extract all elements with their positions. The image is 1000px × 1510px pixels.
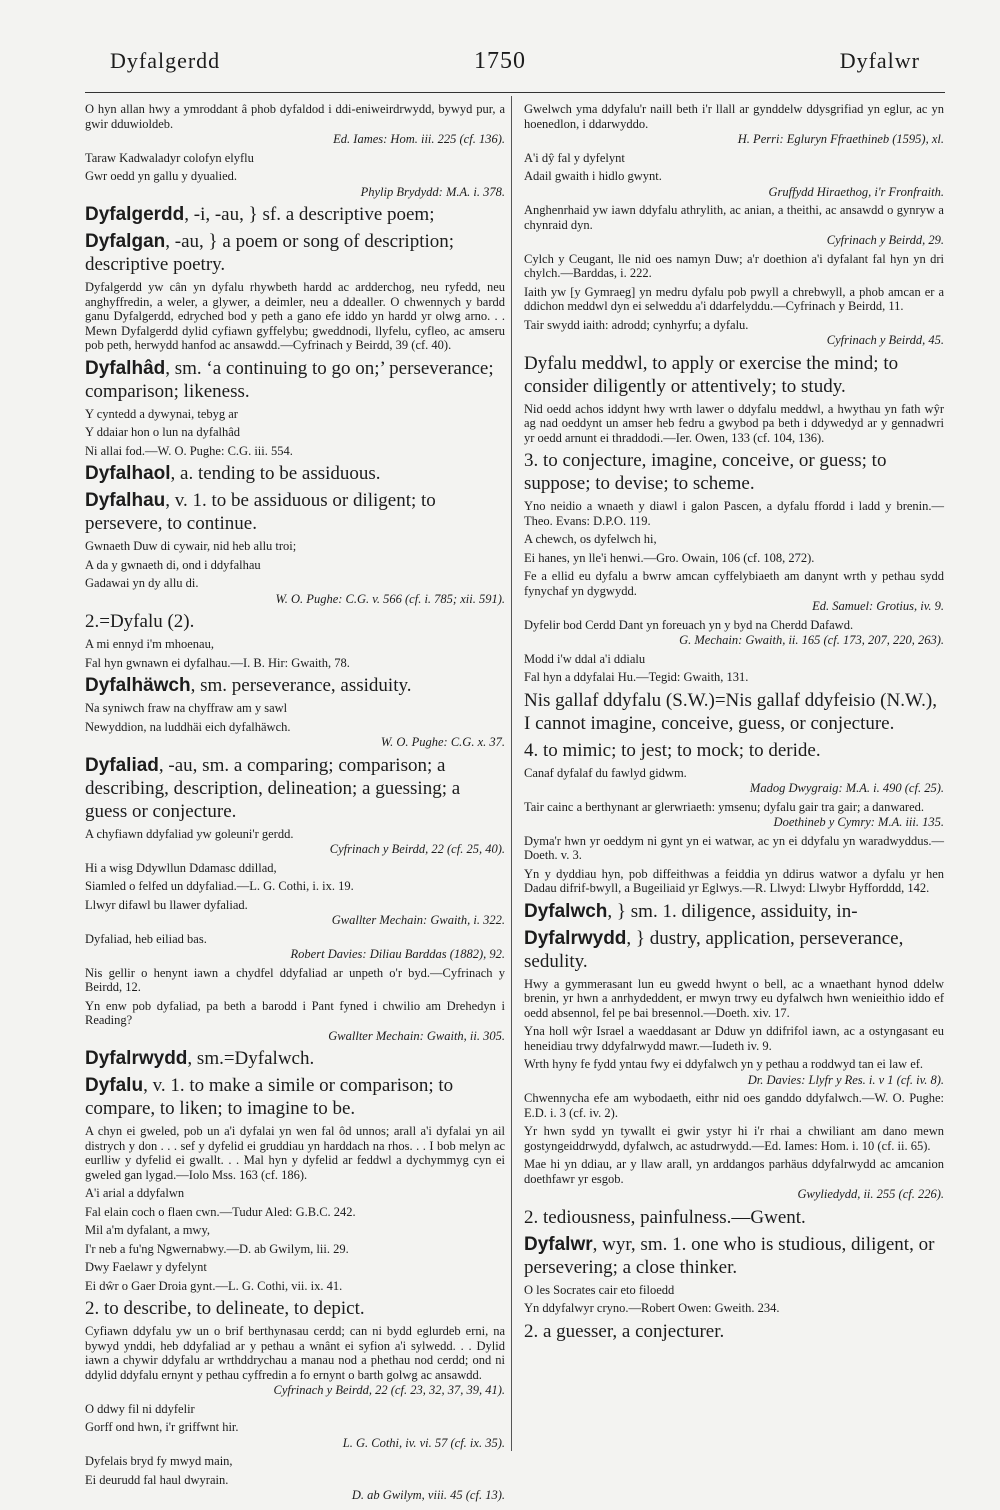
quotation-line: Nis gellir o henynt iawn a chydfel ddyfaliad ar unpeth o'r byd.—Cyfrinach y Beirdd, 12. — [85, 965, 505, 994]
headword-entry: Dyfalhâd, sm. ‘a continuing to go on;’ perseverance; comparison; likeness. — [85, 357, 494, 402]
citation-line: H. Perri: Egluryn Ffraethineb (1595), xl. — [737, 132, 944, 146]
quotation-line: Modd i'w ddal a'i ddialu — [524, 651, 646, 666]
quotation-line: Ei dŵr o Gaer Droia gynt.—L. G. Cothi, vii. ix. 41. — [85, 1278, 343, 1293]
headword-entry: Dyfalgerdd, -i, -au, } sf. a descriptive poem; — [85, 204, 435, 225]
citation-line: L. G. Cothi, iv. vi. 57 (cf. ix. 35). — [342, 1435, 505, 1450]
quotation-line: Fe a ellid eu dyfalu a bwrw amcan cyffelybiaeth am danynt wrth y pethau sydd fynychaf yn dygwydd. — [524, 569, 944, 598]
citation-line: W. O. Pughe: C.G. v. 566 (cf. i. 785; xii. 591). — [275, 591, 505, 606]
quotation-line: Taraw Kadwaladyr colofyn elyflu — [85, 150, 254, 165]
quotation-line: Siamled o felfed un ddyfaliad.—L. G. Cothi, i. ix. 19. — [85, 879, 354, 893]
quotation-line: Fal hyn gwnawn ei dyfalhau.—I. B. Hir: Gwaith, 78. — [85, 655, 350, 670]
quotation-line: Tair cainc a berthynant ar glerwriaeth: ymsenu; dyfalu gair tra gair; a danwared. — [524, 799, 924, 814]
quotation-line: O hyn allan hwy a ymroddant â phob dyfaldod i ddi-eniweirdrwydd, bywyd pur, a gwir dduwioldeb. — [85, 102, 505, 131]
sense-line: 3. to conjecture, imagine, conceive, or guess; to suppose; to devise; to scheme. — [524, 450, 887, 494]
right-column — [524, 98, 944, 1458]
headword-entry: Dyfalhaol, a. tending to be assiduous. — [85, 463, 381, 484]
citation-line: Gruffydd Hiraethog, i'r Fronfraith. — [768, 184, 944, 199]
citation-line: Dr. Davies: Llyfr y Res. i. v 1 (cf. iv. 8). — [747, 1072, 944, 1087]
quotation-line: A da y gwnaeth di, ond i ddyfalhau — [85, 557, 261, 572]
sense-line: Dyfalu meddwl, to apply or exercise the mind; to consider diligently or attentively; to study. — [524, 352, 899, 397]
citation-line: Cyfrinach y Beirdd, 45. — [826, 333, 944, 347]
quotation-line: Gwr oedd yn gallu y dyualied. — [85, 169, 238, 183]
quotation-line: Gadawai yn dy allu di. — [85, 576, 199, 590]
quotation-line: O ddwy fil ni ddyfelir — [85, 1401, 195, 1416]
headword-entry: Dyfaliad, -au, sm. a comparing; comparison; a describing, description, delineation; a guessing; a guess or conjecture. — [85, 754, 461, 822]
quotation-line: Fal hyn a ddyfalai Hu.—Tegid: Gwaith, 131. — [524, 670, 749, 684]
headword-entry: Dyfalgan, -au, } a poem or song of description; descriptive poetry. — [85, 231, 455, 275]
headword-entry: Dyfalhäwch, sm. perseverance, assiduity. — [85, 675, 412, 696]
quotation-line: Cylch y Ceugant, lle nid oes namyn Duw; a'r doethion a'i dyfalant fal hyn yn dri chylch.—Barddas, i. 222. — [524, 251, 944, 280]
quotation-line: A chewch, os dyfelwch hi, — [524, 532, 657, 546]
quotation-line: Ei hanes, yn lle'i henwi.—Gro. Owain, 106 (cf. 108, 272). — [524, 550, 815, 565]
headword-entry: Dyfalwch, } sm. 1. diligence, assiduity, in- — [524, 900, 858, 922]
citation-line: G. Mechain: Gwaith, ii. 165 (cf. 173, 207, 220, 263). — [679, 633, 944, 647]
citation-line: Cyfrinach y Beirdd, 22 (cf. 25, 40). — [329, 842, 505, 856]
sense-line: 2. a guesser, a conjecturer. — [524, 1320, 725, 1342]
page-number: 1750 — [474, 48, 526, 74]
quotation-line: Dyfelir bod Cerdd Dant yn foreuach yn y byd na Cherdd Dafawd. — [524, 617, 854, 632]
quotation-line: Yn ddyfalwyr cryno.—Robert Owen: Gweith. 234. — [524, 1301, 780, 1315]
citation-line: Madog Dwygraig: M.A. i. 490 (cf. 25). — [749, 781, 944, 795]
quotation-line: Yn enw pob dyfaliad, pa beth a barodd i Pant fyned i chwilio am Drehedyn i Reading? — [85, 998, 505, 1027]
header-rule — [85, 92, 945, 93]
citation-line: Gwallter Mechain: Gwaith, i. 322. — [331, 913, 505, 927]
quotation-line: Ei deurudd fal haul dwyrain. — [85, 1472, 229, 1487]
headword-entry: Dyfalrwydd, sm.=Dyfalwch. — [85, 1048, 315, 1069]
quotation-line: Dyfaliad, heb eiliad bas. — [85, 931, 207, 946]
quotation-line: A'i dŷ fal y dyfelynt — [524, 150, 625, 165]
quotation-line: I'r neb a fu'ng Ngwernabwy.—D. ab Gwilym, lii. 29. — [85, 1241, 349, 1256]
sense-line: Nis gallaf ddyfalu (S.W.)=Nis gallaf ddyfeisio (N.W.), I cannot imagine, conceive, guess, or conjecture. — [524, 689, 937, 734]
quotation-line: Y ddaiar hon o lun na dyfalhâd — [85, 425, 241, 439]
quotation-line: Tair swydd iaith: adrodd; cynhyrfu; a dyfalu. — [524, 317, 749, 332]
citation-line: Robert Davies: Diliau Barddas (1882), 92. — [290, 947, 505, 961]
quotation-line: Gorff ond hwn, i'r griffwnt hir. — [85, 1420, 239, 1434]
quotation-line: Na syniwch fraw na chyffraw am y sawl — [85, 701, 288, 715]
citation-line: Cyfrinach y Beirdd, 29. — [826, 233, 944, 247]
quotation-line: Llwyr difawl bu llawer dyfaliad. — [85, 897, 248, 912]
headword-entry: Dyfalhau, v. 1. to be assiduous or diligent; to persevere, to continue. — [85, 490, 436, 534]
headword-entry: Dyfalwr, wyr, sm. 1. one who is studious, diligent, or persevering; a close thinker. — [524, 1233, 935, 1278]
running-head-left: Dyfalgerdd — [110, 48, 221, 73]
quotation-line: Wrth hyny fe fydd yntau fwy ei ddyfalwch yn y pethau a roddwyd tan ei law ef. — [524, 1057, 924, 1071]
quotation-line: A chyn ei gweled, pob un a'i dyfalai yn wen fal ôd unnos; arall a'i dyfalai yn ail distrych y don . . . sef y dyfelid ei gruddiau yn harddach na rhos. . . I bob melyn ac eurlliw y dyfelid ei gwallt. . . Mal hyn y dyfelid ar feddwl a dychymmyg cyn ei gweled gan lygad.—Iolo Mss. 163 (cf. 186). — [85, 1124, 505, 1182]
quotation-line: Dwy Faelawr y dyfelynt — [85, 1260, 207, 1274]
quotation-line: A chyfiawn ddyfaliad yw goleuni'r gerdd. — [85, 826, 294, 841]
citation-line: Cyfrinach y Beirdd, 22 (cf. 23, 32, 37, 39, 41). — [273, 1383, 505, 1397]
quotation-line: Yna holl wŷr Israel a waeddasant ar Dduw yn ddifrifol iawn, ac a ostyngasant eu heneidiau trwy ddyfalrwydd mawr.—Iudeth iv. 9. — [524, 1024, 944, 1053]
citation-line: D. ab Gwilym, viii. 45 (cf. 13). — [351, 1488, 505, 1502]
quotation-line: Yno neidio a wnaeth y diawl i galon Pascen, a dyfalu ffordd i ladd y brenin.—Theo. Evans: D.P.O. 119. — [524, 499, 944, 528]
quotation-line: Fal elain coch o flaen cwn.—Tudur Aled: G.B.C. 242. — [85, 1204, 356, 1219]
citation-line: W. O. Pughe: C.G. x. 37. — [380, 735, 505, 749]
quotation-line: Hwy a gymmerasant lun eu gwedd hwynt o bell, ac a wnaethant hynod ddelw brenin, yr hwn a anrhydeddent, er mwyn trwy eu dyfalwch hwn wenieithio iddo ef oedd absennol, fel pe bai bresennol.—Doeth. xiv. 17. — [524, 976, 944, 1020]
quotation-line: Yr hwn sydd yn tywallt ei gwir ystyr hi i'r rhai a chwiliant am dano mewn gostyngeiddrwydd, dyfalwch, ac astudrwydd.—Ed. Iames: Hom. i. 10 (cf. ii. 65). — [524, 1124, 944, 1153]
quotation-line: Gwelwch yma ddyfalu'r naill beth i'r llall ar gynddelw ddysgrifiad yn eglur, ac yn hoenedlon, i ddarwyddo. — [524, 102, 944, 131]
citation-line: Ed. Iames: Hom. iii. 225 (cf. 136). — [333, 132, 505, 146]
left-column — [85, 98, 505, 1502]
quotation-line: Dyfelais bryd fy mwyd main, — [85, 1454, 233, 1468]
quotation-line: Anghenrhaid yw iawn ddyfalu athrylith, ac anian, a theithi, ac ansawdd o gynryw a chynraid dyn. — [524, 203, 944, 232]
quotation-line: Nid oedd achos iddynt hwy wrth lawer o ddyfalu meddwl, a hwythau yn fath wŷr ag nad oeddynt un amser heb fedru a gwybod pa beth i ddywedyd ar y gennadwri yr oedd arnunt ei thraddodi.—Ier. Owen, 133 (cf. 104, 136). — [524, 401, 944, 445]
citation-line: Gwallter Mechain: Gwaith, ii. 305. — [328, 1028, 505, 1043]
citation-line: Ed. Samuel: Grotius, iv. 9. — [812, 599, 944, 613]
headword-entry: Dyfalrwydd, } dustry, application, perseverance, sedulity. — [524, 927, 904, 972]
sense-line: 4. to mimic; to jest; to mock; to deride. — [524, 739, 821, 761]
quotation-line: A'i arial a ddyfalwn — [85, 1186, 185, 1200]
quotation-line: Canaf dyfalaf du fawlyd gidwm. — [524, 765, 687, 780]
quotation-line: Dyma'r hwn yr oeddym ni gynt yn ei watwar, ac yn ei ddyfalu yn waradwyddus.—Doeth. v. 3. — [524, 833, 944, 862]
sense-line: 2. tediousness, painfulness.—Gwent. — [524, 1206, 806, 1228]
quotation-line: Chwennycha efe am wybodaeth, eithr nid oes ganddo ddyfalwch.—W. O. Pughe: E.D. i. 3 (cf. iv. 2). — [524, 1091, 944, 1120]
quotation-line: Y cyntedd a dywynai, tebyg ar — [85, 406, 238, 421]
sense-line: 2.=Dyfalu (2). — [85, 611, 195, 632]
column-divider — [511, 96, 512, 1451]
quotation-line: Cyfiawn ddyfalu yw un o brif berthynasau cerdd; can ni bydd eglurdeb erni, na bywyd ynddi, heb ddyfaliad ar y pethau a wnânt ei syfion a'i sylwedd. . . Dylid iawn a chywir ddyfalu ar wrthddrychau a manau nod a phethau nod cerdd; ond ni ddylid ddyfalu ernynt y pethau cyffredin a fo ernynt o barth golwg ac ansawdd. — [85, 1324, 505, 1382]
quotation-line: Gwnaeth Duw di cywair, nid heb allu troi; — [85, 539, 297, 553]
sense-line: 2. to describe, to delineate, to depict. — [85, 1298, 365, 1319]
quotation-line: Dyfalgerdd yw cân yn dyfalu rhywbeth hardd ac ardderchog, neu ryfedd, neu anghyffredin, a weler, a glywer, a deimler, neu a ddealler. O chwennych y bardd ganu Dyfalgerdd, edryched bod y peth a gano efe iddo yn hardd yr olwg arno. . . Mewn Dyfalgerdd dylid cyfiawn gyffelybu; gweddnodi, llyfelu, cyfleo, ac amseru pob peth, herwydd hanfod ac ansawdd.—Cyfrinach y Beirdd, 39 (cf. 40). — [85, 280, 505, 352]
quotation-line: Yn y dyddiau hyn, pob diffeithwas a feiddia yn ddirus watwor a dyfalu yr hen Dadau difrif-bwyll, a Bugeiliaid yr Eglwys.—R. Llwyd: Llwybr Hyfforddd, 142. — [524, 866, 944, 895]
headword-entry: Dyfalu, v. 1. to make a simile or comparison; to compare, to liken; to imagine to be. — [85, 1075, 454, 1119]
quotation-line: O les Socrates cair eto filoedd — [524, 1282, 675, 1297]
quotation-line: Iaith yw [y Gymraeg] yn medru dyfalu pob pwyll a chrebwyll, a phob amcan er a ddichon meddwl dyn ei selweddu a'i ddarfelyddu.—Cyfrinach y Beirdd, 11. — [524, 284, 944, 313]
quotation-line: Mae hi yn ddiau, ar y llaw arall, yn arddangos parhäus ddyfalrwydd ac amcanion doethfawr yr esgob. — [524, 1157, 944, 1186]
citation-line: Gwyliedydd, ii. 255 (cf. 226). — [797, 1187, 944, 1201]
quotation-line: Hi a wisg Ddywllun Ddamasc ddillad, — [85, 860, 277, 875]
quotation-line: Mil a'm dyfalant, a mwy, — [85, 1223, 211, 1237]
citation-line: Doethineb y Cymry: M.A. iii. 135. — [773, 815, 944, 829]
quotation-line: Ni allai fod.—W. O. Pughe: C.G. iii. 554. — [85, 443, 293, 458]
quotation-line: A mi ennyd i'm mhoenau, — [85, 637, 214, 651]
citation-line: Phylip Brydydd: M.A. i. 378. — [360, 184, 505, 199]
running-head-right: Dyfalwr — [839, 48, 920, 73]
quotation-line: Adail gwaith i hidlo gwynt. — [524, 169, 662, 183]
quotation-line: Newyddion, na luddhäi eich dyfalhäwch. — [85, 719, 291, 734]
